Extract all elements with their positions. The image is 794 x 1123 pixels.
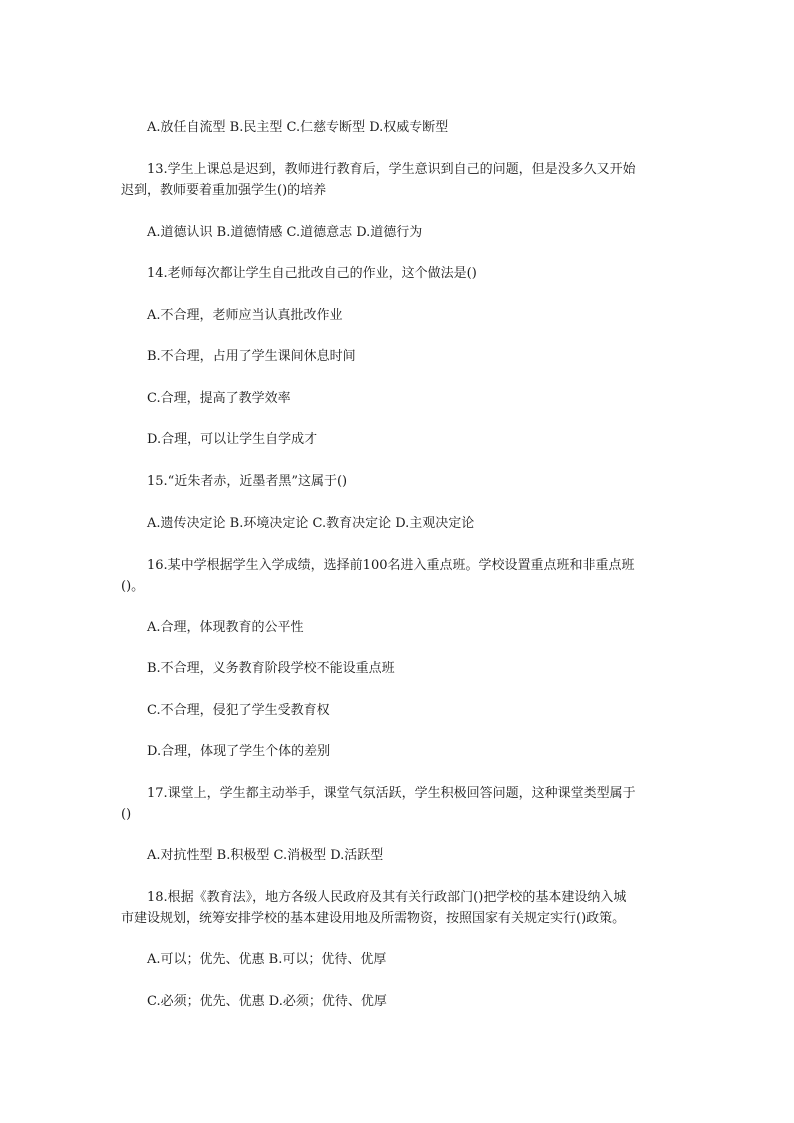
q14-option-d: D.合理，可以让学生自学成才 (147, 432, 318, 447)
q16-option-a: A.合理，体现教育的公平性 (147, 620, 304, 635)
q15-options: A.遗传决定论 B.环境决定论 C.教育决定论 D.主观决定论 (147, 516, 475, 531)
q17-stem-line1: 17.课堂上，学生都主动举手，课堂气氛活跃，学生积极回答问题，这种课堂类型属于 (147, 786, 636, 801)
q18-options-cd: C.必须；优先、优惠 D.必须；优待、优厚 (147, 994, 387, 1009)
q14-option-c: C.合理，提高了教学效率 (147, 391, 291, 406)
q16-option-d: D.合理，体现了学生个体的差别 (147, 744, 331, 759)
q18-stem-line2: 市建设规划，统筹安排学校的基本建设用地及所需物资，按照国家有关规定实行()政策。 (121, 911, 626, 926)
q16-stem-line1: 16.某中学根据学生入学成绩，选择前100名进入重点班。学校设置重点班和非重点班 (147, 558, 635, 573)
q13-options: A.道德认识 B.道德情感 C.道德意志 D.道德行为 (147, 225, 423, 240)
q16-option-c: C.不合理，侵犯了学生受教育权 (147, 703, 330, 718)
q13-stem-line1: 13.学生上课总是迟到，教师进行教育后，学生意识到自己的问题，但是没多久又开始 (147, 162, 636, 177)
q15-stem: 15.“近朱者赤，近墨者黑”这属于() (147, 474, 348, 489)
q12-options: A.放任自流型 B.民主型 C.仁慈专断型 D.权威专断型 (147, 120, 449, 135)
q16-stem-line2: ()。 (121, 579, 145, 594)
q14-stem: 14.老师每次都让学生自己批改自己的作业，这个做法是() (147, 266, 477, 281)
q14-option-b: B.不合理，占用了学生课间休息时间 (147, 349, 356, 364)
q14-option-a: A.不合理，老师应当认真批改作业 (147, 308, 343, 323)
q18-stem-line1: 18.根据《教育法》，地方各级人民政府及其有关行政部门()把学校的基本建设纳入城 (147, 890, 627, 905)
q17-stem-line2: () (121, 807, 132, 822)
q17-options: A.对抗性型 B.积极型 C.消极型 D.活跃型 (147, 848, 384, 863)
q16-option-b: B.不合理，义务教育阶段学校不能设重点班 (147, 661, 395, 676)
q13-stem-line2: 迟到，教师要着重加强学生()的培养 (121, 183, 327, 198)
q18-options-ab: A.可以；优先、优惠 B.可以；优待、优厚 (147, 952, 387, 967)
